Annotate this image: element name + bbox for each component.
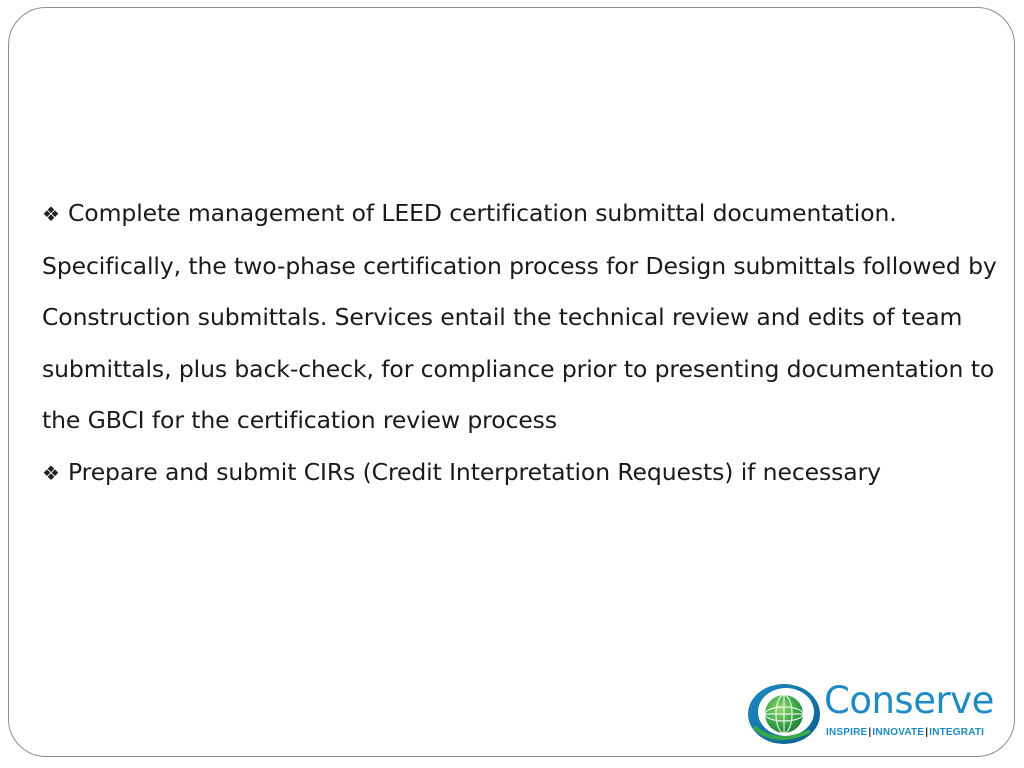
bullet-text: Complete management of LEED certification submittal documentation. Specifically, the two-phase certification process for Design submittals followed by Construction submittals. Services entail the technical review and edits of team submittals, plus back-check, for compliance prior to presenting documentation to the GBCI for the certification review process (42, 199, 997, 434)
logo-tagline (826, 727, 984, 738)
slide-body (42, 188, 1014, 499)
tagline-separator: | (868, 727, 872, 738)
tagline-separator: | (925, 727, 929, 738)
bullet-text: Prepare and submit CIRs (Credit Interpretation Requests) if necessary (68, 457, 881, 486)
tagline-part: INSPIRE (826, 727, 868, 738)
tagline-part: INTEGRATI (929, 727, 985, 738)
globe-logo-icon (746, 681, 824, 747)
bullet-item-leed-management (42, 188, 1014, 447)
conserve-logo (746, 681, 998, 747)
bullet-item-cirs (42, 447, 1014, 500)
tagline-part: INNOVATE (872, 727, 925, 738)
diamond-bullet-icon: ❖ (42, 202, 60, 226)
logo-wordmark: Conserve (824, 679, 994, 722)
diamond-bullet-icon: ❖ (42, 460, 60, 485)
